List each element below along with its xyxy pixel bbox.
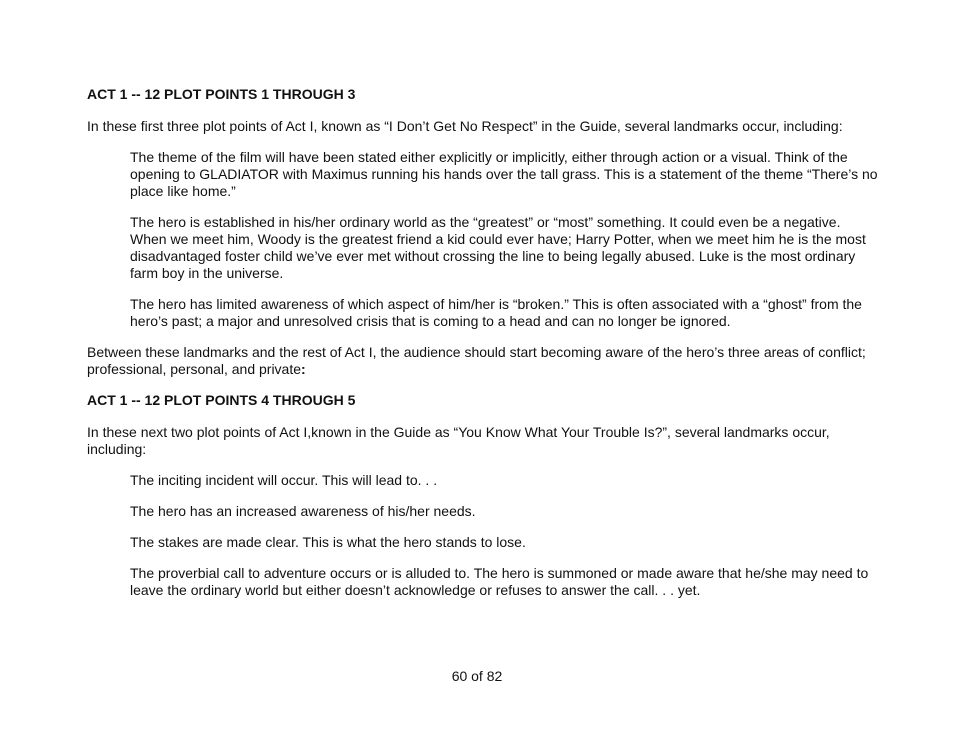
section1-closing-colon: : [301,361,306,377]
section2-point-1: The inciting incident will occur. This will lead to. . . [130,472,438,488]
section1-point-2: The hero is established in his/her ordinary world as the “greatest” or “most” something. It could even be a negative. When we meet him, Woody is the greatest friend a kid could ever have; Harry Potter, when we meet him he is the most disadvantaged foster child we’ve ever met without crossing the line to being legally abused. Luke is the most ordinary farm boy in the universe. [130,214,866,281]
section2-heading: ACT 1 -- 12 PLOT POINTS 4 THROUGH 5 [87,392,356,408]
document-page [87,86,877,599]
section2-point-4: The proverbial call to adventure occurs or is alluded to. The hero is summoned or made aware that he/she may need to leave the ordinary world but either doesn’t acknowledge or refuses to answer the call. . . yet. [130,565,869,598]
section1-heading: ACT 1 -- 12 PLOT POINTS 1 THROUGH 3 [87,86,356,102]
section1-intro: In these first three plot points of Act I, known as “I Don’t Get No Respect” in the Guide, several landmarks occur, including: [87,118,843,134]
section1-closing [87,344,877,378]
page-number: 60 of 82 [451,668,503,684]
section2-intro: In these next two plot points of Act I,known in the Guide as “You Know What Your Trouble Is?”, several landmarks occur, including: [87,424,830,457]
section1-closing-text: Between these landmarks and the rest of Act I, the audience should start becoming aware of the hero’s three areas of conflict; professional, personal, and private [87,344,866,377]
section1-point-1: The theme of the film will have been stated either explicitly or implicitly, either through action or a visual. Think of the opening to GLADIATOR with Maximus running his hands over the tall grass. This is a statement of the theme “There’s no place like home.” [130,149,878,199]
section1-point-3: The hero has limited awareness of which aspect of him/her is “broken.” This is often associated with a “ghost” from the hero’s past; a major and unresolved crisis that is coming to a head and can no longer be ignored. [130,296,862,329]
section2-point-3: The stakes are made clear. This is what the hero stands to lose. [130,534,526,550]
section2-point-2: The hero has an increased awareness of his/her needs. [130,503,476,519]
